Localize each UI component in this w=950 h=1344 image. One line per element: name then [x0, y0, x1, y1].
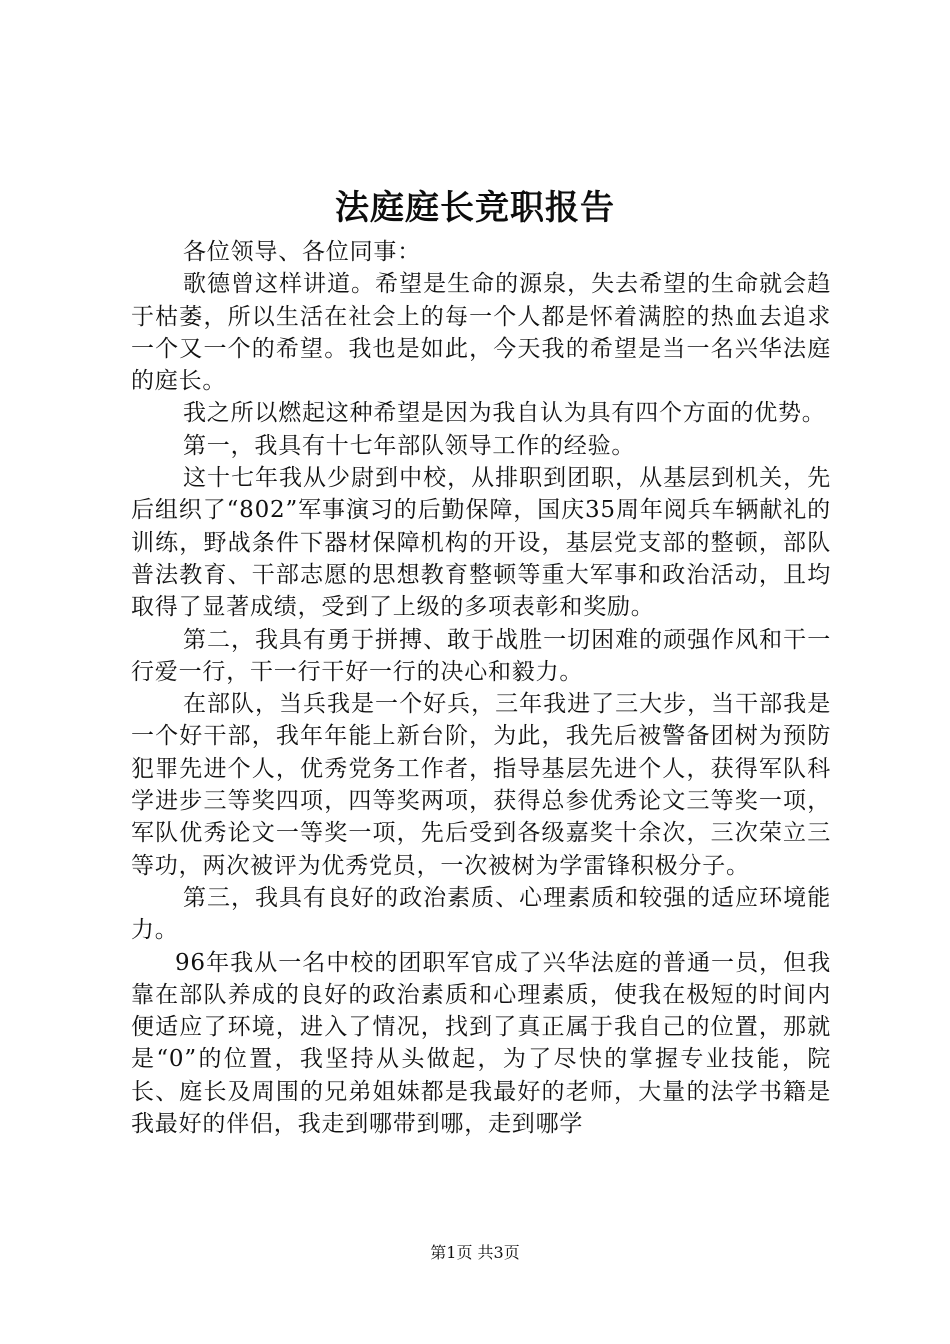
body-paragraph: 歌德曾这样讲道。希望是生命的源泉，失去希望的生命就会趋于枯萎，所以生活在社会上的每一个人都是怀着满腔的热血去追求一个又一个的希望。我也是如此，今天我的希望是当一名兴华法庭的庭长。	[131, 271, 831, 395]
body-paragraph: 第一，我具有十七年部队领导工作的经验。	[183, 432, 636, 459]
body-paragraph: 这十七年我从少尉到中校，从排职到团职，从基层到机关，先后组织了“802”军事演习的后勤保障，国庆35周年阅兵车辆献礼的训练，野战条件下器材保障机构的开设，基层党支部的整顿，部队普法教育、干部志愿的思想教育整顿等重大军事和政治活动，且均取得了显著成绩，受到了上级的多项表彰和奖励。	[131, 465, 831, 621]
page-number-footer: 第1页 共3页	[430, 1243, 520, 1262]
body-paragraph: 在部队，当兵我是一个好兵，三年我进了三大步，当干部我是一个好干部，我年年能上新台阶，为此，我先后被警备团树为预防犯罪先进个人，优秀党务工作者，指导基层先进个人，获得军队科学进步三等奖四项，四等奖两项，获得总参优秀论文三等奖一项，军队优秀论文一等奖一项，先后受到各级嘉奖十余次，三次荣立三等功，两次被评为优秀党员，一次被树为学雷锋积极分子。	[131, 691, 831, 879]
document-title: 法庭庭长竞职报告	[335, 188, 615, 228]
body-paragraph: 第三，我具有良好的政治素质、心理素质和较强的适应环境能力。	[131, 884, 831, 944]
salutation-paragraph: 各位领导、各位同事：	[183, 239, 421, 265]
body-paragraph: 我之所以燃起这种希望是因为我自认为具有四个方面的优势。	[183, 400, 826, 427]
document-body	[131, 236, 831, 1140]
body-paragraph: 第二，我具有勇于拼搏、敢于战胜一切困难的顽强作风和干一行爱一行，干一行干好一行的决心和毅力。	[131, 626, 831, 685]
body-paragraph: 96年我从一名中校的团职军官成了兴华法庭的普通一员，但我靠在部队养成的良好的政治素质和心理素质，使我在极短的时间内便适应了环境，进入了情况，找到了真正属于我自己的位置，那就是“0”的位置，我坚持从头做起，为了尽快的掌握专业技能，院长、庭长及周围的兄弟姐妹都是我最好的老师，大量的法学书籍是我最好的伴侣，我走到哪带到哪，走到哪学	[131, 949, 831, 1138]
